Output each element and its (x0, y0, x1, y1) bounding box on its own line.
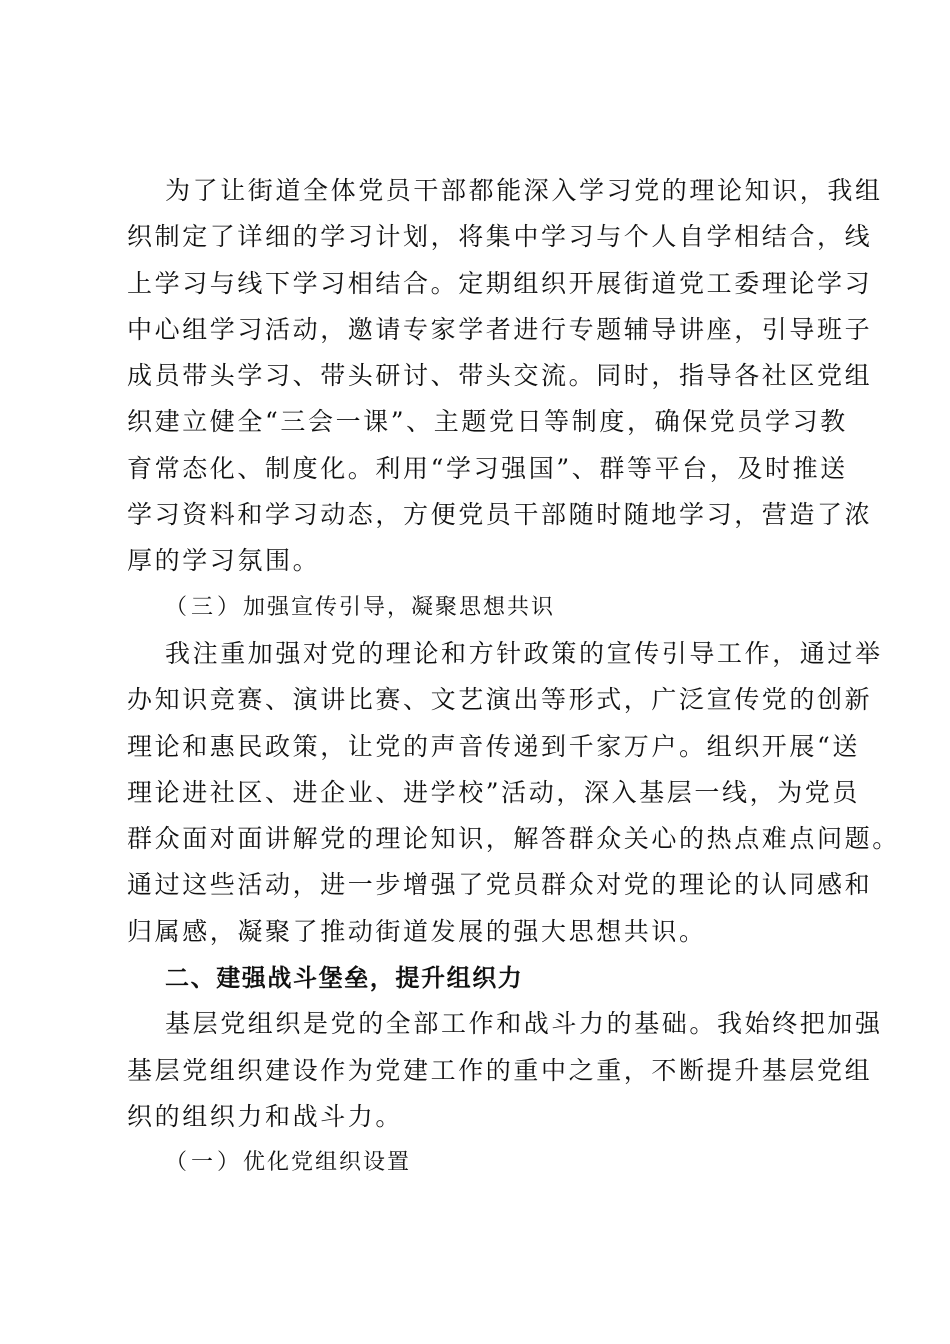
paragraph-line: 厚的学习氛围。 (127, 546, 321, 576)
part-heading-organization: 二、建强战斗堡垒，提升组织力 (165, 964, 524, 993)
paragraph-line: 成员带头学习、带头研讨、带头交流。同时，指导各社区党组 (127, 361, 873, 391)
section-heading-index: （三） (165, 594, 244, 620)
paragraph-study-plan (127, 168, 883, 585)
paragraph-line: 织的组织力和战斗力。 (127, 1101, 404, 1131)
paragraph-line: 群众面对面讲解党的理论知识，解答群众关心的热点难点问题。 (127, 824, 900, 854)
paragraph-publicity (127, 631, 900, 955)
paragraph-line: 理论进社区、进企业、进学校”活动，深入基层一线，为党员 (127, 777, 860, 807)
paragraph-line: 基层党组织是党的全部工作和战斗力的基础。我始终把加强 (165, 1009, 883, 1039)
paragraph-line: 中心组学习活动，邀请专家学者进行专题辅导讲座，引导班子 (127, 314, 873, 344)
paragraph-line: 我注重加强对党的理论和方针政策的宣传引导工作，通过举 (165, 638, 883, 668)
paragraph-organization (127, 1001, 883, 1140)
document-body (127, 168, 900, 1187)
paragraph-line: 织建立健全“三会一课”、主题党日等制度，确保党员学习教 (127, 407, 848, 437)
paragraph-line: 通过这些活动，进一步增强了党员群众对党的理论的认同感和 (127, 870, 873, 900)
paragraph-line: 育常态化、制度化。利用“学习强国”、群等平台，及时推送 (127, 453, 848, 483)
paragraph-line: 织制定了详细的学习计划，将集中学习与个人自学相结合，线 (127, 222, 873, 252)
paragraph-line: 归属感，凝聚了推动街道发展的强大思想共识。 (127, 916, 707, 946)
section-heading-optimize (127, 1140, 833, 1186)
paragraph-line: 为了让街道全体党员干部都能深入学习党的理论知识，我组 (165, 176, 883, 205)
section-heading-publicity (127, 585, 833, 631)
paragraph-line: 基层党组织建设作为党建工作的重中之重，不断提升基层党组 (127, 1055, 873, 1085)
section-heading-title: 加强宣传引导，凝聚思想共识 (243, 594, 556, 620)
section-heading-index: （一） (165, 1150, 244, 1176)
paragraph-line: 上学习与线下学习相结合。定期组织开展街道党工委理论学习 (127, 268, 873, 298)
paragraph-line: 学习资料和学习动态，方便党员干部随时随地学习，营造了浓 (127, 500, 873, 530)
paragraph-line: 理论和惠民政策，让党的声音传递到千家万户。组织开展“送 (127, 731, 860, 761)
section-heading-title: 优化党组织设置 (243, 1150, 412, 1176)
paragraph-line: 办知识竞赛、演讲比赛、文艺演出等形式，广泛宣传党的创新 (127, 685, 873, 715)
